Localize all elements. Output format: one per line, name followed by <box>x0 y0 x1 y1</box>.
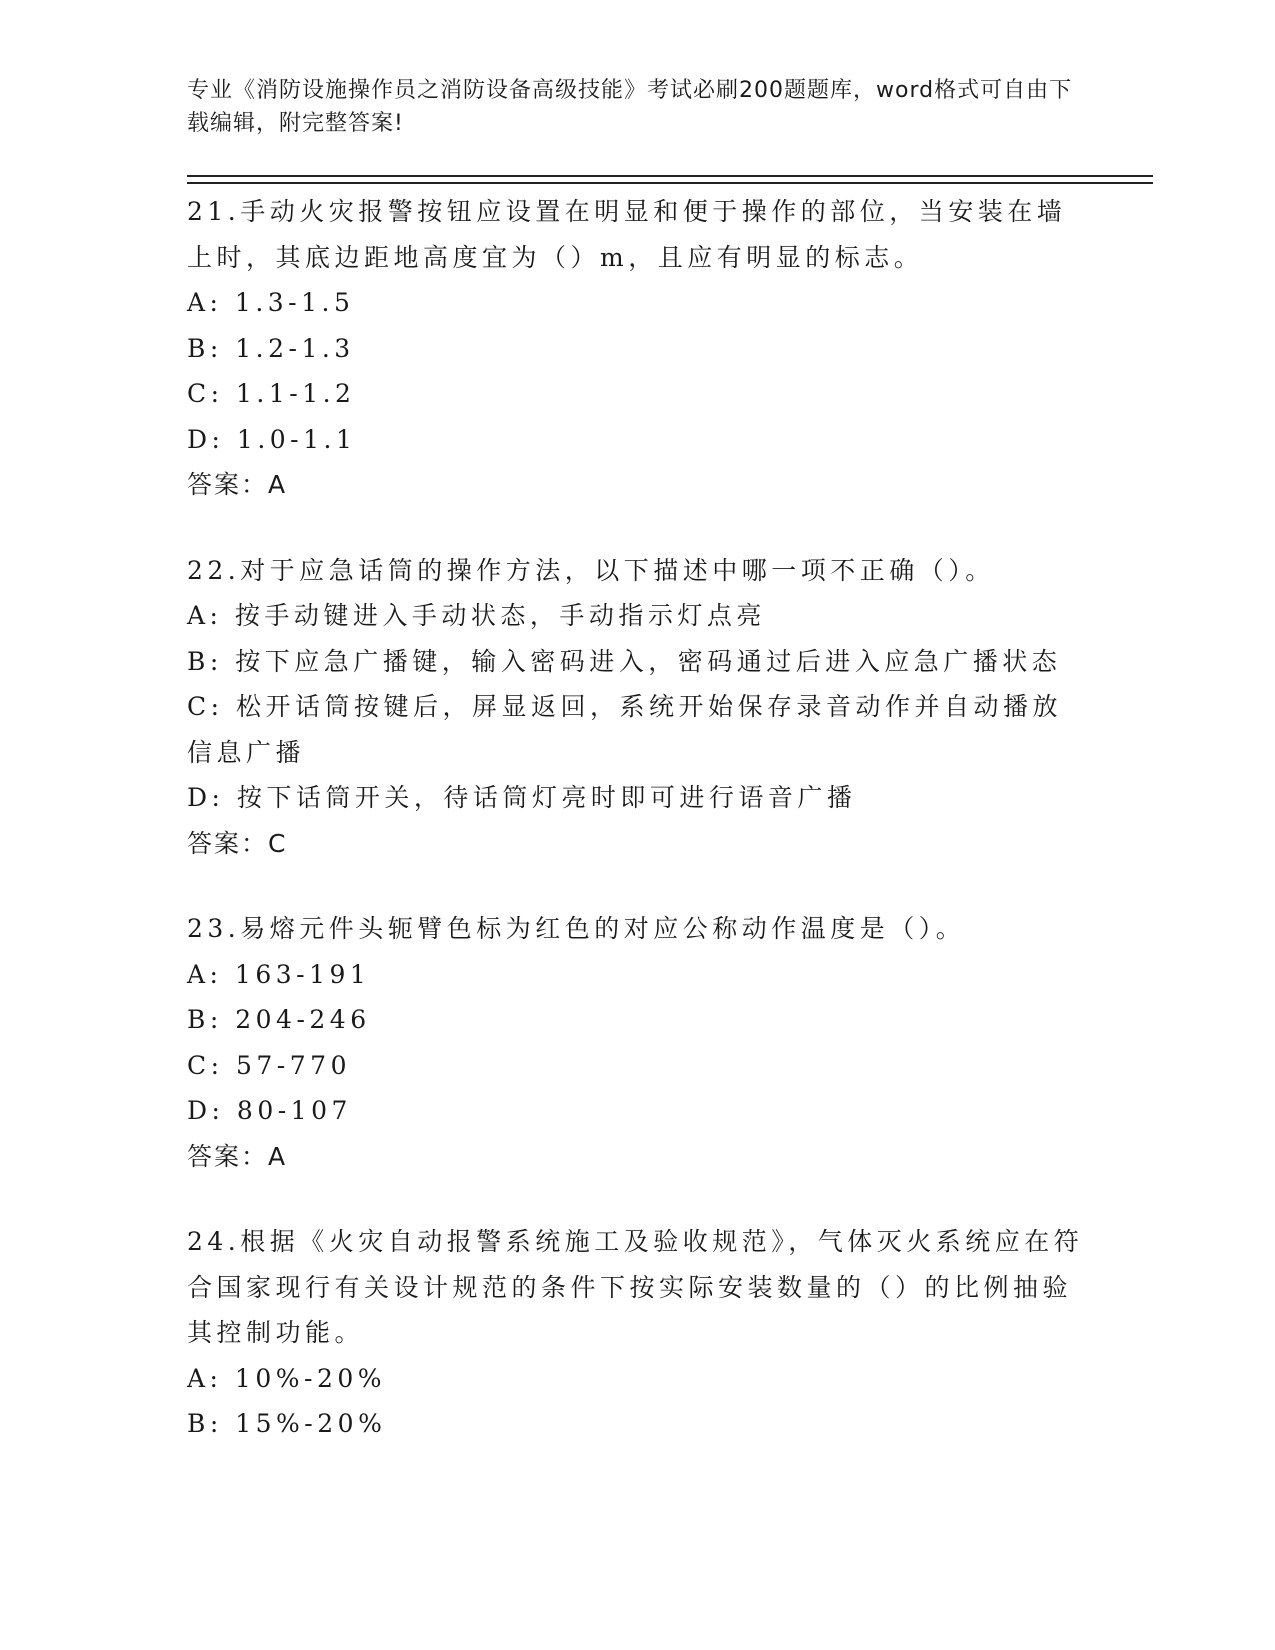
option-b: B: 204-246 <box>187 1005 371 1034</box>
header-divider-top <box>187 175 1153 177</box>
question-stem: 23.易熔元件头轭臂色标为红色的对应公称动作温度是（）。 <box>187 914 966 943</box>
option-d: D: 80-107 <box>187 1096 352 1125</box>
question-22 <box>187 548 1087 867</box>
question-stem: 22.对于应急话筒的操作方法，以下描述中哪一项不正确（）。 <box>187 555 995 585</box>
option-c: C: 57-770 <box>187 1050 351 1080</box>
question-24 <box>187 1219 1087 1447</box>
option-a: A: 10%-20% <box>187 1363 387 1393</box>
answer-line: 答案：C <box>187 828 288 858</box>
option-b: B: 按下应急广播键，输入密码进入，密码通过后进入应急广播状态 <box>187 646 1062 676</box>
question-stem: 24.根据《火灾自动报警系统施工及验收规范》，气体灭火系统应在符合国家现行有关设计规范的条件下按实际安装数量的（）的比例抽验其控制功能。 <box>187 1227 1084 1347</box>
option-c: C: 松开话筒按键后，屏显返回，系统开始保存录音动作并自动播放信息广播 <box>187 692 1063 767</box>
option-a: A: 1.3-1.5 <box>187 288 355 317</box>
question-23 <box>187 906 1087 1179</box>
question-21 <box>187 189 1087 508</box>
answer-line: 答案：A <box>187 1141 288 1171</box>
option-b: B: 15%-20% <box>187 1409 387 1438</box>
option-d: D: 1.0-1.1 <box>187 424 357 454</box>
option-c: C: 1.1-1.2 <box>187 379 356 408</box>
option-d: D: 按下话筒开关，待话筒灯亮时即可进行语音广播 <box>187 783 857 812</box>
question-list <box>187 189 1087 1487</box>
header-divider-bottom <box>187 182 1153 184</box>
answer-line: 答案：A <box>187 470 288 499</box>
option-a: A: 按手动键进入手动状态，手动指示灯点亮 <box>187 601 766 630</box>
question-stem: 21.手动火灾报警按钮应设置在明显和便于操作的部位，当安装在墙上时，其底边距地高度宜为（）m，且应有明显的标志。 <box>187 197 1067 272</box>
option-b: B: 1.2-1.3 <box>187 333 355 363</box>
option-a: A: 163-191 <box>187 959 371 989</box>
document-header: 专业《消防设施操作员之消防设备高级技能》考试必刷200题题库，word格式可自由下载编辑，附完整答案! <box>187 78 1073 136</box>
